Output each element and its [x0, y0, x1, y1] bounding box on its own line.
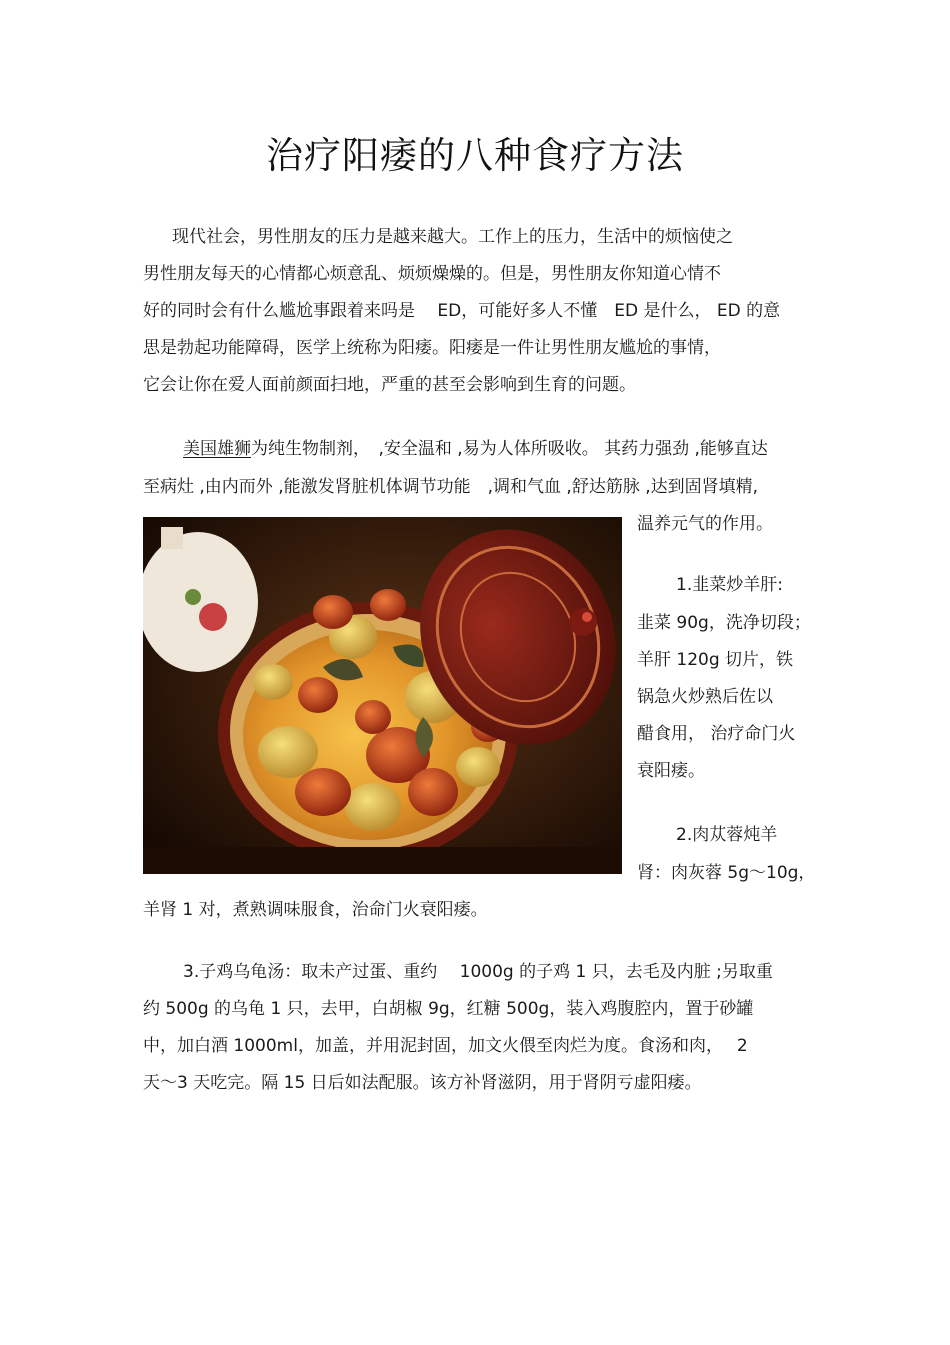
recipe2-line-2: 肾：肉灰蓉 5g～10g，: [637, 863, 816, 883]
clay-pot-soup-photo: [143, 517, 622, 874]
intro-line-2: 男性朋友每天的心情都心烦意乱、烦烦燥燥的。但是，男性朋友你知道心情不: [143, 264, 721, 284]
intro-line-1: 现代社会，男性朋友的压力是越来越大。工作上的压力，生活中的烦恼使之: [172, 227, 733, 247]
recipe3-line-4: 天～3 天吃完。隔 15 日后如法配服。该方补肾滋阴，用于肾阴亏虚阳痿。: [143, 1073, 702, 1093]
recipe1-line-3: 羊肝 120g 切片，铁: [637, 650, 794, 670]
intro-line-4: 思是勃起功能障碍，医学上统称为阳痿。阳痿是一件让男性朋友尴尬的事情，: [143, 338, 721, 358]
recipe1-line-2: 韭菜 90g，洗净切段；: [637, 613, 811, 633]
recipe3-line-2: 约 500g 的乌龟 1 只，去甲，白胡椒 9g，红糖 500g，装入鸡腹腔内，置于砂罐: [143, 999, 754, 1019]
intro-line-5: 它会让你在爱人面前颜面扫地，严重的甚至会影响到生育的问题。: [143, 375, 636, 395]
recipe1-line-1: 1.韭菜炒羊肝:: [676, 575, 783, 595]
recipe2-line-1: 2.肉苁蓉炖羊: [676, 825, 778, 845]
recipe3-line-1: 3.子鸡乌龟汤：取未产过蛋、重约 1000g 的子鸡 1 只，去毛及内脏 ;另取重: [183, 962, 773, 982]
product-link[interactable]: 美国雄狮: [183, 439, 251, 459]
product-line-2: 至病灶 ,由内而外 ,能激发肾脏机体调节功能 ,调和气血 ,舒达筋脉 ,达到固肾填精,: [143, 477, 759, 497]
page-title: 治疗阳痿的八种食疗方法: [266, 134, 684, 177]
product-line-1: [183, 437, 768, 461]
recipe3-line-3: 中，加白酒 1000ml，加盖，并用泥封固，加文火偎至肉烂为度。食汤和肉， 2: [143, 1036, 748, 1056]
recipe1-line-5: 醋食用， 治疗命门火: [637, 724, 796, 744]
recipe1-line-6: 衰阳痿。: [637, 761, 705, 781]
recipe1-line-4: 锅急火炒熟后佐以: [637, 687, 773, 707]
product-line-3: 温养元气的作用。: [637, 514, 773, 534]
recipe2-line-3: 羊肾 1 对，煮熟调味服食，治命门火衰阳痿。: [143, 900, 488, 920]
product-line-1-rest: 为纯生物制剂， ,安全温和 ,易为人体所吸收。 其药力强劲 ,能够直达: [251, 439, 768, 459]
intro-line-3: 好的同时会有什么尴尬事跟着来吗是 ED，可能好多人不懂 ED 是什么， ED 的意: [143, 301, 781, 321]
